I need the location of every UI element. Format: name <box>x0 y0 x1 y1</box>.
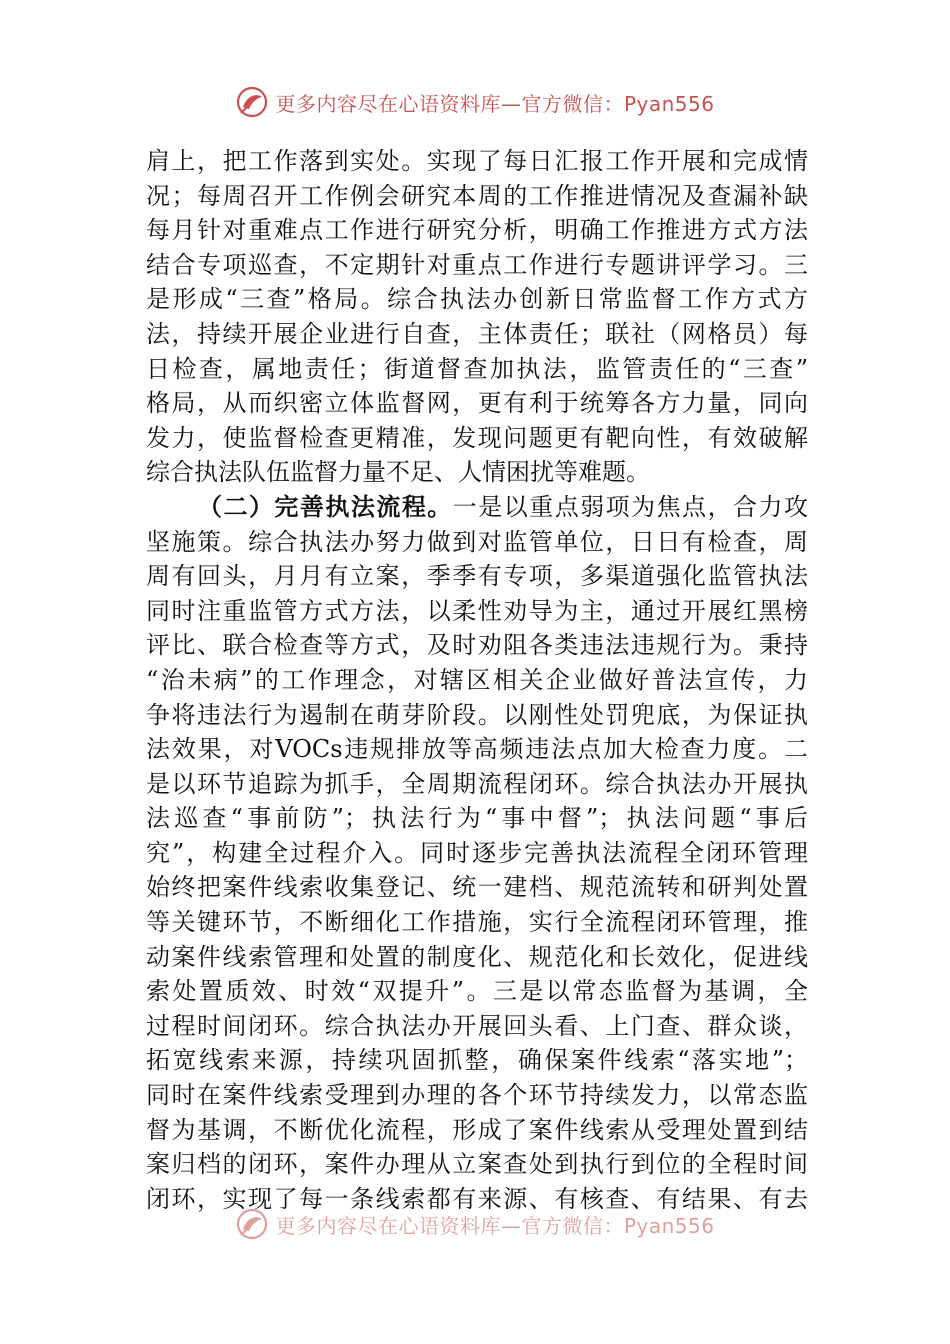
watermark-header <box>0 82 950 122</box>
text-line: 况；每周召开工作例会研究本周的工作推进情况及查漏补缺 <box>146 181 808 210</box>
text-line: 法巡查“事前防”；执法行为“事中督”；执法问题“事后 <box>146 804 808 833</box>
text-span: 一是以重点弱项为焦点，合力攻 <box>452 492 808 521</box>
text-line: 拓宽线索来源，持续巩固抓整，确保案件线索“落实地”； <box>146 1046 808 1075</box>
text-line: 评比、联合检查等方式，及时劝阻各类违法违规行为。秉持 <box>146 631 808 660</box>
text-line: 争将违法行为遏制在萌芽阶段。以刚性处罚兜底，为保证执 <box>146 700 808 729</box>
watermark-text: 更多内容尽在心语资料库—官方微信：Pyan556 <box>275 1213 715 1238</box>
text-line: 动案件线索管理和处置的制度化、规范化和长效化，促进线 <box>146 942 808 971</box>
text-line: 闭环，实现了每一条线索都有来源、有核查、有结果、有去 <box>146 1184 808 1213</box>
text-line-first <box>146 490 808 525</box>
text-line: 综合执法队伍监督力量不足、人情困扰等难题。 <box>146 458 650 487</box>
text-line: 日检查，属地责任；街道督查加执法，监管责任的“三查” <box>146 354 808 383</box>
text-line: 发力，使监督检查更精准，发现问题更有靶向性，有效破解 <box>146 423 808 452</box>
text-line: 周有回头，月月有立案，季季有专项，多渠道强化监管执法 <box>146 562 808 591</box>
text-line: 结合专项巡查，不定期针对重点工作进行专题讲评学习。三 <box>146 250 808 279</box>
text-line: 法效果，对VOCs违规排放等高频违法点加大检查力度。二 <box>146 735 808 764</box>
section-heading: （二）完善执法流程。 <box>198 491 453 521</box>
watermark-text: 更多内容尽在心语资料库—官方微信：Pyan556 <box>275 91 715 116</box>
text-line: 同时在案件线索受理到办理的各个环节持续发力，以常态监 <box>146 1081 808 1110</box>
text-line: 督为基调，不断优化流程，形成了案件线索从受理处置到结 <box>146 1115 808 1144</box>
text-line: 索处置质效、时效“双提升”。三是以常态监督为基调，全 <box>146 977 808 1006</box>
text-line: 坚施策。综合执法办努力做到对监管单位，日日有检查，周 <box>146 527 808 556</box>
text-line: “治未病”的工作理念，对辖区相关企业做好普法宣传，力 <box>146 665 808 694</box>
text-line: 每月针对重难点工作进行研究分析，明确工作推进方式方法 <box>146 216 808 245</box>
text-line: 始终把案件线索收集登记、统一建档、规范流转和研判处置 <box>146 873 808 902</box>
text-line: 究”，构建全过程介入。同时逐步完善执法流程全闭环管理 <box>146 838 808 867</box>
text-line: 过程时间闭环。综合执法办开展回头看、上门查、群众谈， <box>146 1011 808 1040</box>
text-line: 法，持续开展企业进行自查，主体责任；联社（网格员）每 <box>146 319 808 348</box>
watermark-footer <box>0 1204 950 1244</box>
text-line: 是以环节追踪为抓手，全周期流程闭环。综合执法办开展执 <box>146 769 808 798</box>
text-line: 肩上，把工作落到实处。实现了每日汇报工作开展和完成情 <box>146 147 808 175</box>
paragraph-2 <box>146 490 808 1216</box>
text-line: 是形成“三查”格局。综合执法办创新日常监督工作方式方 <box>146 285 808 314</box>
logo-icon <box>235 1207 269 1241</box>
text-line: 案归档的闭环，案件办理从立案查处到执行到位的全程时间 <box>146 1150 808 1179</box>
text-line: 格局，从而织密立体监督网，更有利于统筹各方力量，同向 <box>146 389 808 418</box>
paragraph-1 <box>146 144 808 490</box>
logo-icon <box>235 85 269 119</box>
document-body <box>146 144 808 1216</box>
text-line: 同时注重监管方式方法，以柔性劝导为主，通过开展红黑榜 <box>146 596 808 625</box>
text-line: 等关键环节，不断细化工作措施，实行全流程闭环管理，推 <box>146 908 808 937</box>
